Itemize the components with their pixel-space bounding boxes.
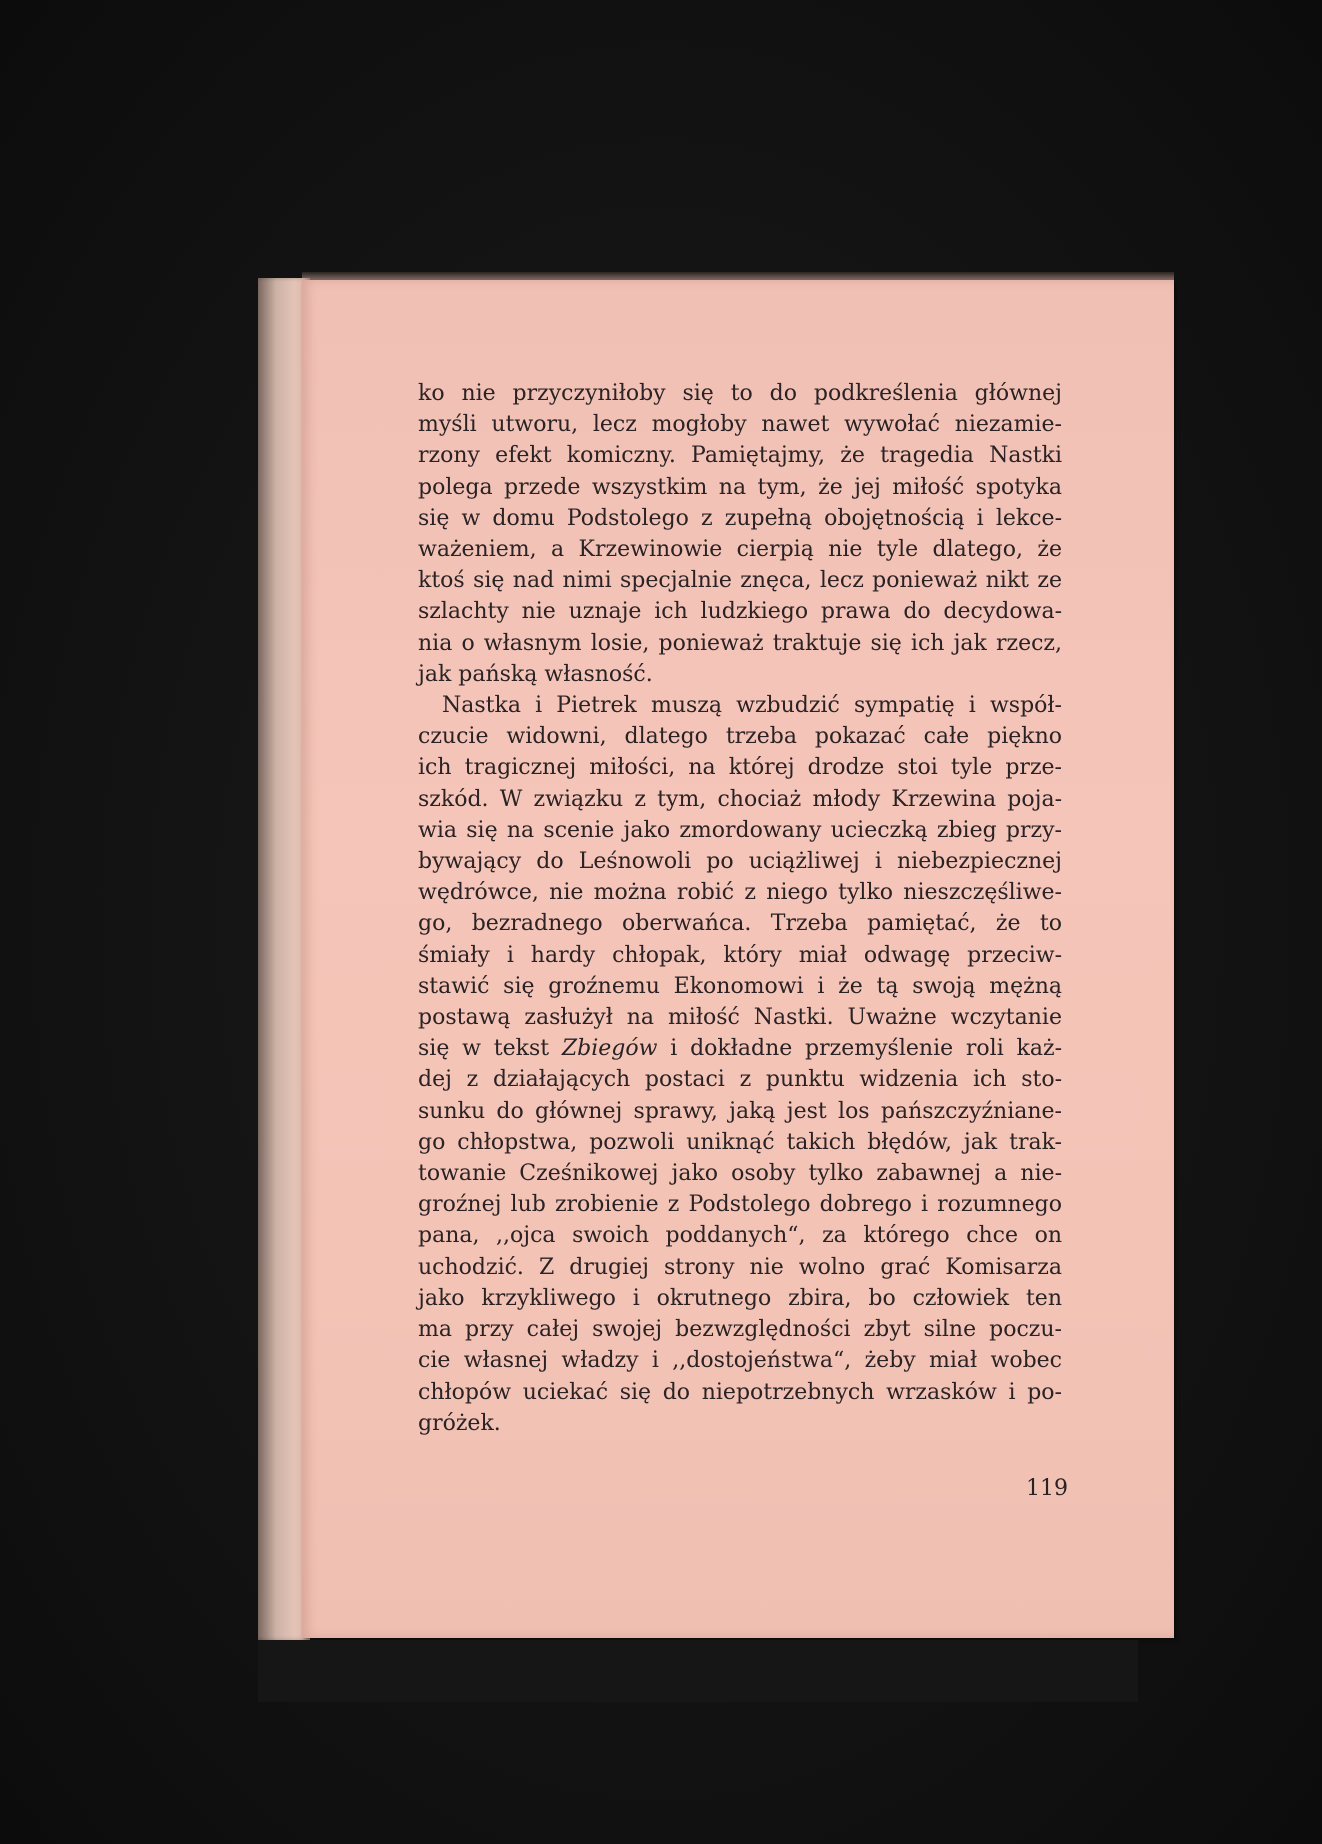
text-line: wędrówce, nie można robić z niego tylko nieszczęśliwe-: [418, 880, 1062, 906]
text-line: się w domu Podstolego z zupełną obojętnością i lekce-: [418, 505, 1062, 531]
text-fragment: się w tekst: [418, 1036, 562, 1062]
text-line: śmiały i hardy chłopak, który miał odwagę przeciw-: [418, 942, 1062, 968]
text-line: nia o własnym losie, ponieważ traktuje się ich jak rzecz,: [418, 630, 1062, 656]
text-line: pana, ,,ojca swoich poddanych“, za którego chce on: [418, 1223, 1062, 1249]
text-line-with-title: [418, 1033, 1062, 1064]
text-line: dej z działających postaci z punktu widzenia ich sto-: [418, 1067, 1062, 1093]
body-text: [418, 378, 1062, 1439]
text-line: go chłopstwa, pozwoli uniknąć takich błędów, jak trak-: [418, 1129, 1062, 1155]
text-line: szlachty nie uznaje ich ludzkiego prawa do decydowa-: [418, 599, 1062, 625]
text-line: bywający do Leśnowoli po uciążliwej i niebezpiecznej: [418, 849, 1062, 875]
text-line: wia się na scenie jako zmordowany ucieczką zbieg przy-: [418, 817, 1062, 843]
text-line: ma przy całej swojej bezwzględności zbyt silne poczu-: [418, 1317, 1062, 1343]
text-line: czucie widowni, dlatego trzeba pokazać całe piękno: [418, 724, 1062, 750]
text-fragment: i dokładne przemyślenie roli każ-: [657, 1036, 1063, 1062]
page-number: 119: [1026, 1476, 1068, 1501]
text-line: towanie Cześnikowej jako osoby tylko zabawnej a nie-: [418, 1161, 1062, 1187]
paragraph-1: [418, 378, 1062, 690]
text-line: postawą zasłużył na miłość Nastki. Uważne wczytanie: [418, 1005, 1062, 1031]
text-line: chłopów uciekać się do niepotrzebnych wrzasków i po-: [418, 1379, 1062, 1405]
text-line: ważeniem, a Krzewinowie cierpią nie tyle dlatego, że: [418, 537, 1062, 563]
text-line: Nastka i Pietrek muszą wzbudzić sympatię i współ-: [442, 693, 1062, 719]
text-line: jako krzykliwego i okrutnego zbira, bo człowiek ten: [418, 1285, 1062, 1311]
text-line: cie własnej władzy i ,,dostojeństwa“, żeby miał wobec: [418, 1348, 1062, 1374]
text-line: ktoś się nad nimi specjalnie znęca, lecz ponieważ nikt ze: [418, 568, 1062, 594]
text-line: ko nie przyczyniłoby się to do podkreślenia głównej: [418, 381, 1062, 406]
text-line: sunku do głównej sprawy, jaką jest los pańszczyźniane-: [418, 1098, 1062, 1124]
text-line: groźnej lub zrobienie z Podstolego dobrego i rozumnego: [418, 1192, 1062, 1218]
text-line: uchodzić. Z drugiej strony nie wolno grać Komisarza: [418, 1254, 1062, 1280]
text-line: szkód. W związku z tym, chociaż młody Krzewina poja-: [418, 786, 1062, 812]
text-line: rzony efekt komiczny. Pamiętajmy, że tragedia Nastki: [418, 443, 1062, 469]
text-line: go, bezradnego oberwańca. Trzeba pamiętać, że to: [418, 911, 1062, 937]
text-line: myśli utworu, lecz mogłoby nawet wywołać niezamie-: [418, 412, 1062, 438]
text-line: ich tragicznej miłości, na której drodze stoi tyle prze-: [418, 755, 1062, 781]
book-bottom-shadow: [258, 1640, 1138, 1702]
text-line: jak pańską własność.: [418, 661, 653, 687]
paragraph-2: [418, 690, 1062, 1439]
text-line: stawić się groźnemu Ekonomowi i że tą swoją mężną: [418, 973, 1062, 999]
text-line: polega przede wszystkim na tym, że jej miłość spotyka: [418, 474, 1062, 500]
text-line: gróżek.: [418, 1410, 501, 1436]
work-title-zbiegow: Zbiegów: [561, 1036, 658, 1062]
